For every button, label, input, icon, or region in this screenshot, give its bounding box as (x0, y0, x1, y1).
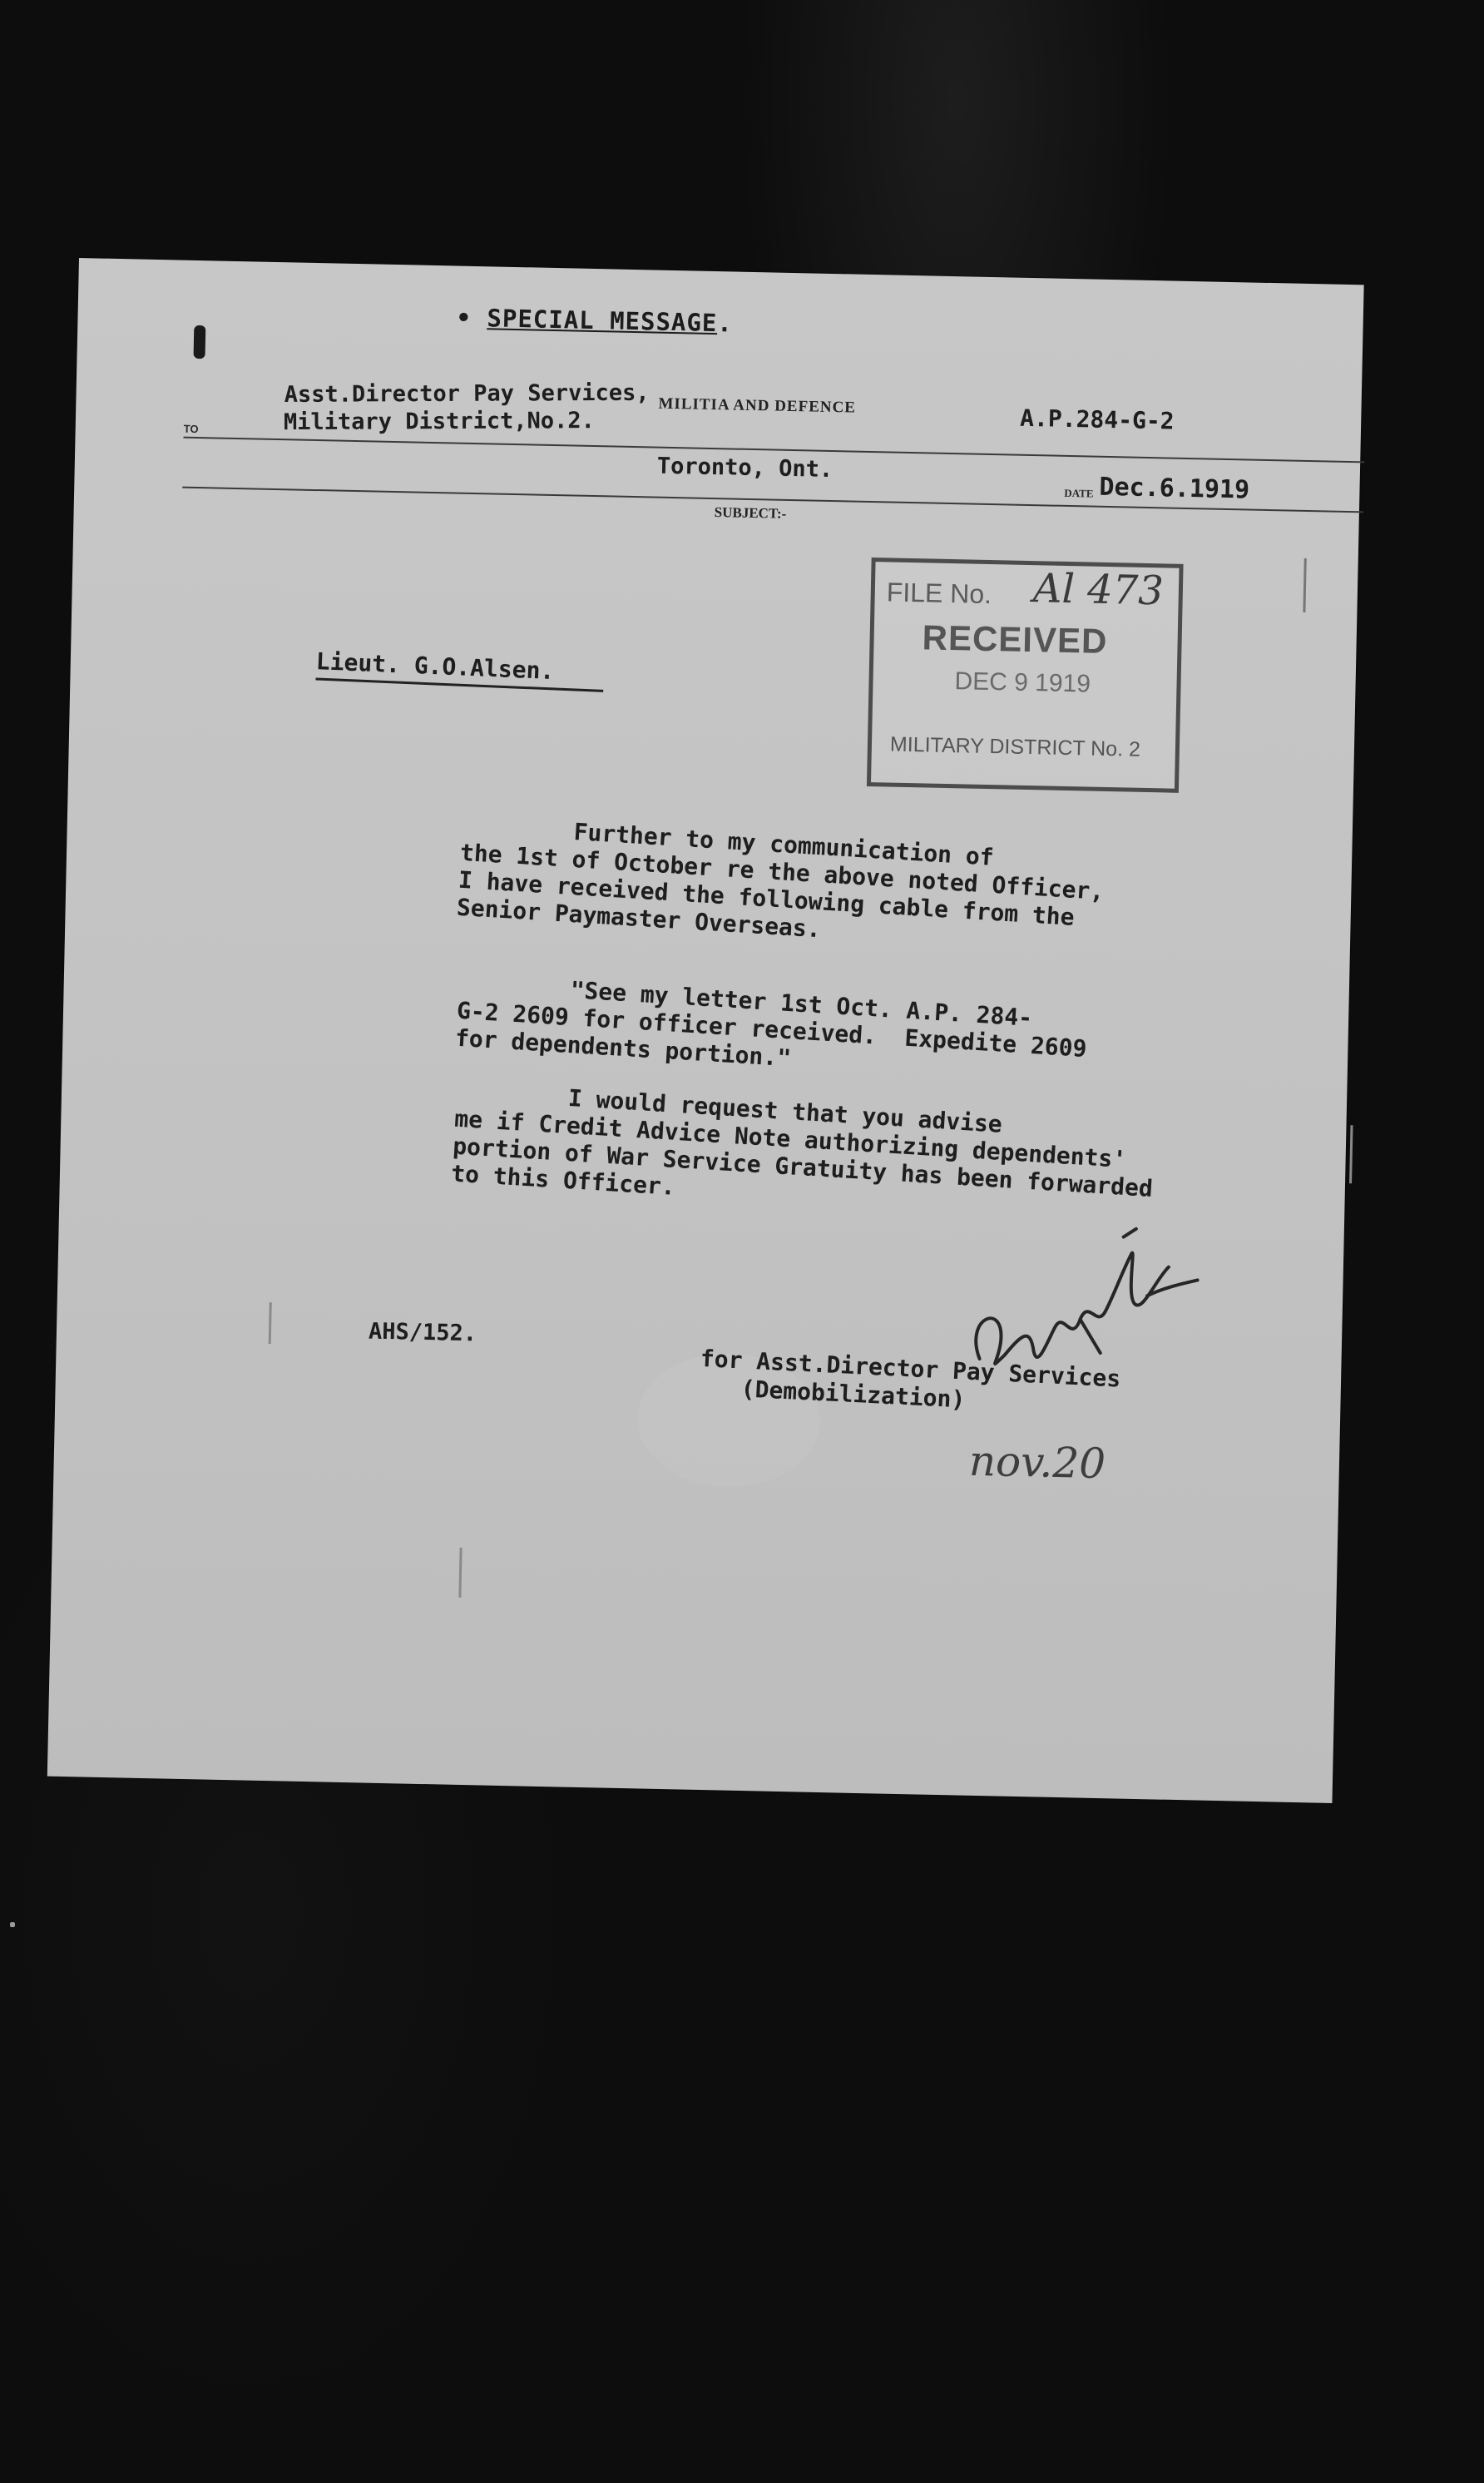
handwritten-date-note (960, 1430, 1178, 1500)
reference-initials: AHS/152. (368, 1318, 477, 1347)
document-date: Dec.6.1919 (1099, 472, 1250, 505)
scan-speck (10, 1922, 15, 1927)
stamp-district: MILITARY DISTRICT No. 2 (889, 732, 1141, 761)
title-period: . (717, 309, 734, 338)
addressee-line-3: Toronto, Ont. (656, 453, 834, 483)
stamp-date: DEC 9 1919 (954, 667, 1091, 698)
file-number: A.P.284-G-2 (1019, 404, 1175, 435)
received-stamp (867, 558, 1184, 793)
margin-mark (458, 1548, 462, 1598)
document-page (47, 258, 1364, 1803)
date-label: DATE (1064, 486, 1094, 500)
ink-mark (193, 325, 205, 359)
department-heading: MILITIA AND DEFENCE (658, 394, 857, 417)
title-text: SPECIAL MESSAGE (487, 304, 718, 338)
stamp-received: RECEIVED (922, 617, 1108, 661)
subject-officer-name: Lieut. G.O.Alsen. (315, 647, 555, 686)
body-paragraph-2-cable-quote: "See my letter 1st Oct. A.P. 284- G-2 2609 for officer received. Expedite 2609 for dependents portion." (454, 969, 1088, 1073)
stamp-file-number-handwritten: Al 473 (1032, 565, 1165, 615)
handnote-text: nov.20 (968, 1436, 1106, 1489)
document-title: • SPECIAL MESSAGE. (456, 303, 734, 338)
stamp-file-label: FILE No. (886, 577, 992, 610)
addressee-line-2: Military District,No.2. (283, 408, 595, 436)
margin-mark (269, 1302, 272, 1344)
margin-tick (1303, 558, 1306, 612)
body-paragraph-3: I would request that you advise me if Credit Advice Note authorizing dependents' portion of War Service Gratuity has been forwarded to this Officer. (450, 1077, 1154, 1203)
subject-label: SUBJECT:- (714, 504, 787, 522)
body-paragraph-1: Further to my communication of the 1st of October re the above noted Officer, I have received the following cable from the Senior Paymaster Overseas. (456, 810, 1106, 944)
addressee-line-1: Asst.Director Pay Services, (284, 379, 650, 408)
to-label: TO (183, 422, 199, 436)
signature-block: for Asst.Director Pay Services (Demobilization) (698, 1344, 1121, 1414)
